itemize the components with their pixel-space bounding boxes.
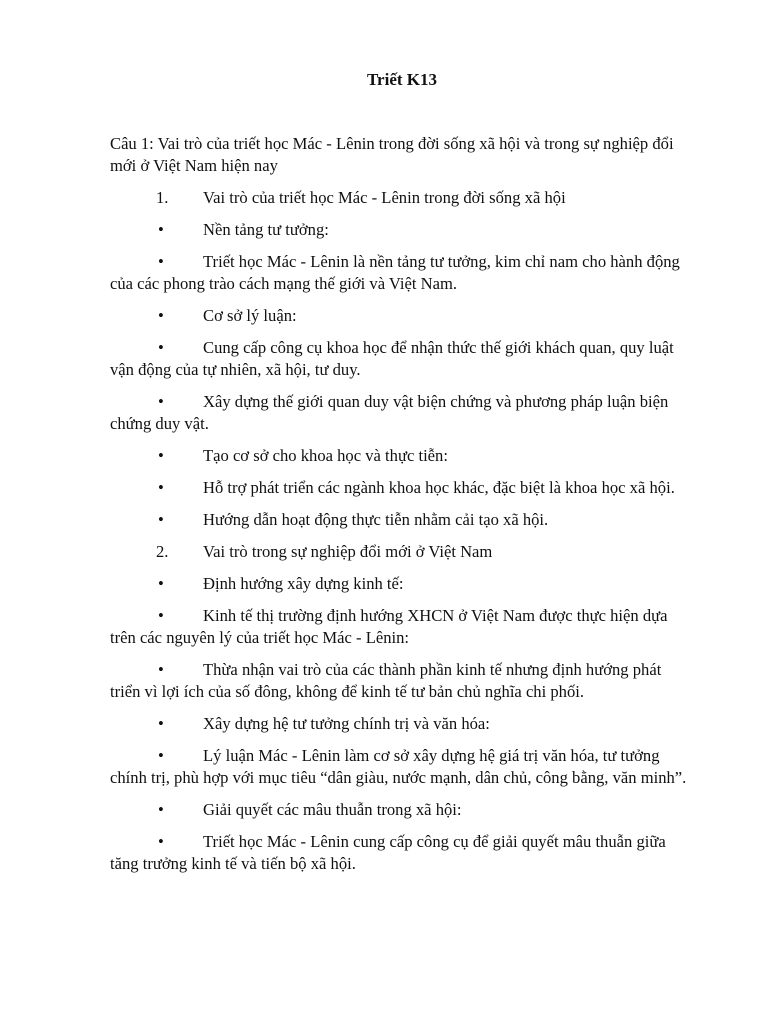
list-number: 1. bbox=[156, 188, 169, 207]
bullet-marker: • bbox=[158, 392, 164, 411]
list-item bbox=[110, 831, 690, 875]
bullet-marker: • bbox=[158, 446, 164, 465]
list-item bbox=[110, 745, 690, 789]
paragraph-text: Triết học Mác - Lênin là nền tảng tư tưởng, kim chỉ nam cho hành động của các phong trào cách mạng thế giới và Việt Nam. bbox=[110, 252, 680, 293]
paragraph-text: Hỗ trợ phát triển các ngành khoa học khác, đặc biệt là khoa học xã hội. bbox=[203, 478, 675, 497]
paragraph-text: Cung cấp công cụ khoa học để nhận thức thế giới khách quan, quy luật vận động của tự nhiên, xã hội, tư duy. bbox=[110, 338, 674, 379]
list-item bbox=[110, 305, 690, 327]
section-heading bbox=[110, 541, 690, 563]
list-item bbox=[110, 713, 690, 735]
bullet-marker: • bbox=[158, 832, 164, 851]
paragraph-text: Nền tảng tư tưởng: bbox=[203, 220, 329, 239]
paragraph-text: Vai trò trong sự nghiệp đổi mới ở Việt Nam bbox=[203, 542, 493, 561]
bullet-marker: • bbox=[158, 746, 164, 765]
paragraph-text: Tạo cơ sở cho khoa học và thực tiễn: bbox=[203, 446, 448, 465]
paragraph-text: Cơ sở lý luận: bbox=[203, 306, 297, 325]
paragraph-text: Xây dựng thế giới quan duy vật biện chứng và phương pháp luận biện chứng duy vật. bbox=[110, 392, 669, 433]
list-item bbox=[110, 477, 690, 499]
bullet-marker: • bbox=[158, 220, 164, 239]
list-item bbox=[110, 445, 690, 467]
list-item bbox=[110, 605, 690, 649]
paragraph-text: Vai trò của triết học Mác - Lênin trong đời sống xã hội bbox=[203, 188, 566, 207]
bullet-marker: • bbox=[158, 510, 164, 529]
document-body bbox=[110, 133, 690, 885]
paragraph-text: Thừa nhận vai trò của các thành phần kinh tế nhưng định hướng phát triển vì lợi ích của số đông, không để kinh tế tư bản chủ nghĩa chi phối. bbox=[110, 660, 662, 701]
list-item bbox=[110, 337, 690, 381]
paragraph-text: Định hướng xây dựng kinh tế: bbox=[203, 574, 404, 593]
bullet-marker: • bbox=[158, 338, 164, 357]
paragraph-text: Triết học Mác - Lênin cung cấp công cụ để giải quyết mâu thuẫn giữa tăng trưởng kinh tế và tiến bộ xã hội. bbox=[110, 832, 666, 873]
bullet-marker: • bbox=[158, 574, 164, 593]
bullet-marker: • bbox=[158, 306, 164, 325]
section-heading bbox=[110, 187, 690, 209]
paragraph-text: Lý luận Mác - Lênin làm cơ sở xây dựng hệ giá trị văn hóa, tư tưởng chính trị, phù hợp với mục tiêu “dân giàu, nước mạnh, dân chủ, công bằng, văn minh”. bbox=[110, 746, 687, 787]
paragraph-text: Xây dựng hệ tư tưởng chính trị và văn hóa: bbox=[203, 714, 490, 733]
bullet-marker: • bbox=[158, 606, 164, 625]
bullet-marker: • bbox=[158, 800, 164, 819]
list-item bbox=[110, 391, 690, 435]
list-item bbox=[110, 251, 690, 295]
list-item bbox=[110, 573, 690, 595]
list-item bbox=[110, 799, 690, 821]
bullet-marker: • bbox=[158, 252, 164, 271]
list-number: 2. bbox=[156, 542, 169, 561]
document-title: Triết K13 bbox=[366, 70, 438, 89]
list-item bbox=[110, 509, 690, 531]
paragraph-text: Kinh tế thị trường định hướng XHCN ở Việt Nam được thực hiện dựa trên các nguyên lý của triết học Mác - Lênin: bbox=[110, 606, 668, 647]
bullet-marker: • bbox=[158, 478, 164, 497]
list-item bbox=[110, 659, 690, 703]
question-heading: Câu 1: Vai trò của triết học Mác - Lênin trong đời sống xã hội và trong sự nghiệp đổi mới ở Việt Nam hiện nay bbox=[110, 134, 674, 175]
bullet-marker: • bbox=[158, 714, 164, 733]
paragraph-text: Giải quyết các mâu thuẫn trong xã hội: bbox=[203, 800, 462, 819]
bullet-marker: • bbox=[158, 660, 164, 679]
list-item bbox=[110, 219, 690, 241]
paragraph-text: Hướng dẫn hoạt động thực tiễn nhằm cải tạo xã hội. bbox=[203, 510, 549, 529]
